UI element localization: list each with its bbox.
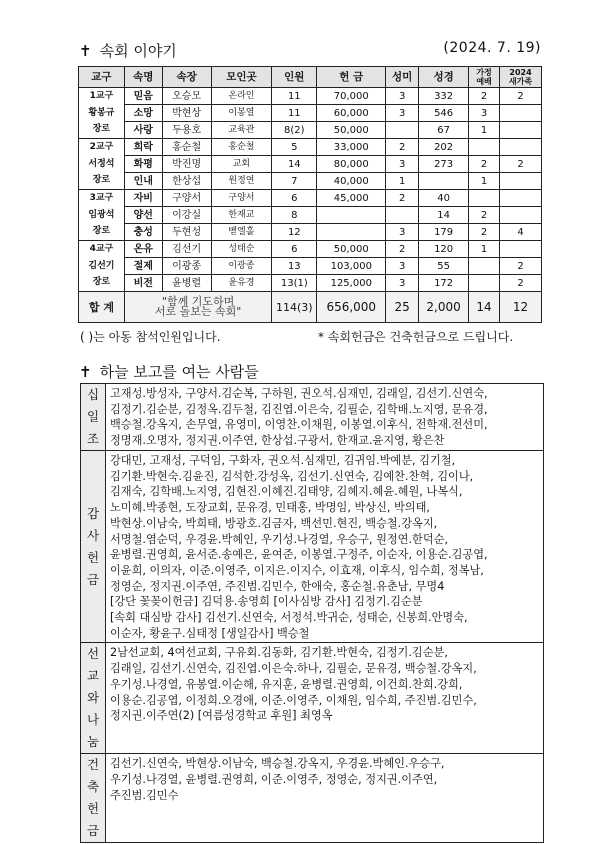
cross-icon: ✝	[79, 42, 92, 60]
worship-cell: 2	[469, 207, 500, 224]
sok-cell: 화평	[124, 156, 162, 173]
money-cell: 125,000	[317, 275, 386, 292]
place-cell: 원정연	[211, 173, 272, 190]
rice-cell: 2	[386, 190, 419, 207]
sok-cell: 절제	[124, 258, 162, 275]
offering-section	[81, 643, 544, 754]
note-offering: * 속회헌금은 건축헌금으로 드립니다.	[318, 330, 514, 344]
bible-cell: 179	[419, 224, 469, 241]
bible-cell: 172	[419, 275, 469, 292]
total-worship: 14	[469, 292, 500, 323]
name-line: 노미혜.박종현, 도장교회, 문유경, 민태홍, 박명임, 박상신, 박의태,	[110, 501, 430, 515]
leader-cell: 홍순철	[162, 139, 211, 156]
bible-cell: 40	[419, 190, 469, 207]
col-header: 인원	[272, 67, 317, 88]
name-line: 서명철.염순덕, 우경윤.박혜인, 우기성.나경열, 우승구, 원정연.한덕순,	[110, 532, 449, 546]
name-list	[106, 754, 544, 843]
issue-date: (2024. 7. 19)	[443, 40, 541, 56]
district-cell: 장로	[79, 173, 125, 190]
bible-cell: 202	[419, 139, 469, 156]
money-cell: 80,000	[317, 156, 386, 173]
name-list	[106, 643, 544, 754]
district-cell: 장로	[79, 275, 125, 292]
name-line: 이순자, 황윤구.심태정 [생일감사] 백승철	[110, 626, 310, 640]
table-row	[79, 139, 542, 156]
newfam-cell	[500, 241, 542, 258]
rice-cell: 3	[386, 224, 419, 241]
sok-cell: 희락	[124, 139, 162, 156]
leader-cell: 한상섭	[162, 173, 211, 190]
name-line: 이용순.김공엽, 이정희.오경애, 이준.이영주, 이채원, 임수희, 주진범.김민수,	[110, 693, 477, 707]
money-cell	[317, 224, 386, 241]
bible-cell: 273	[419, 156, 469, 173]
category-label: 선교 와 나눔	[81, 643, 106, 754]
name-line: 강대민, 고재성, 구덕임, 구화자, 권오석.심재민, 김귀임.박예분, 김기철,	[110, 454, 456, 467]
table-row	[79, 224, 542, 241]
district-cell: 2교구	[79, 139, 125, 156]
name-line: [속회 대심방 감사] 김선기.신연숙, 서정석.박귀순, 성태순, 신봉희.안명숙,	[110, 611, 468, 625]
name-line: 우기성.나경열, 유봉열.이순해, 유지훈, 윤병렬.권영희, 이건희.찬희.강희,	[110, 677, 463, 691]
bible-cell: 546	[419, 105, 469, 122]
people-cell: 11	[272, 88, 317, 105]
name-list	[106, 384, 544, 451]
cross-icon: ✝	[79, 363, 92, 381]
place-cell: 윤유경	[211, 275, 272, 292]
place-cell: 교육관	[211, 122, 272, 139]
table-row	[79, 173, 542, 190]
total-newfam: 12	[500, 292, 542, 323]
newfam-cell	[500, 207, 542, 224]
newfam-cell: 4	[500, 224, 542, 241]
people-cell: 11	[272, 105, 317, 122]
name-line: 정지권.이주연(2) [여름성경학교 후원] 최영옥	[110, 709, 333, 723]
newfam-cell	[500, 139, 542, 156]
sok-cell: 자비	[124, 190, 162, 207]
name-line: 주진범.김민수	[110, 788, 179, 802]
money-cell	[317, 207, 386, 224]
category-label: 건축 헌금	[81, 754, 106, 843]
bible-cell: 14	[419, 207, 469, 224]
money-cell: 33,000	[317, 139, 386, 156]
district-cell: 임광석	[79, 207, 125, 224]
sok-cell: 충성	[124, 224, 162, 241]
name-line: 윤병렬.권영희, 윤서준.송예은, 윤여준, 이봉열.구정주, 이순자, 이용순.김공엽,	[110, 548, 488, 562]
district-cell: 서정석	[79, 156, 125, 173]
newfam-cell	[500, 122, 542, 139]
people-cell: 14	[272, 156, 317, 173]
leader-cell: 이광종	[162, 258, 211, 275]
money-cell: 50,000	[317, 241, 386, 258]
newfam-cell	[500, 105, 542, 122]
rice-cell: 3	[386, 258, 419, 275]
col-header: 2024 새가족	[500, 67, 542, 88]
people-cell: 5	[272, 139, 317, 156]
people-cell: 8	[272, 207, 317, 224]
sok-cell: 양선	[124, 207, 162, 224]
table-row	[79, 241, 542, 258]
section-title: 속회 이야기	[99, 42, 177, 60]
worship-cell	[469, 275, 500, 292]
offering-section	[81, 754, 544, 843]
col-header: 가정 예배	[469, 67, 500, 88]
leader-cell: 박현상	[162, 105, 211, 122]
district-cell: 김선기	[79, 258, 125, 275]
col-header: 속장	[162, 67, 211, 88]
name-list	[106, 451, 544, 643]
people-cell: 8(2)	[272, 122, 317, 139]
table-row	[79, 258, 542, 275]
worship-cell: 1	[469, 122, 500, 139]
newfam-cell: 2	[500, 156, 542, 173]
leader-cell: 두용호	[162, 122, 211, 139]
rice-cell: 3	[386, 105, 419, 122]
money-cell: 40,000	[317, 173, 386, 190]
name-line: 우기성.나경열, 윤병렬.권영희, 이준.이영주, 정영순, 정지권.이주연,	[110, 773, 438, 787]
worship-cell: 1	[469, 173, 500, 190]
place-cell: 한재교	[211, 207, 272, 224]
district-cell: 황봉규	[79, 105, 125, 122]
section-title: 하늘 보고를 여는 사람들	[99, 363, 259, 381]
rice-cell	[386, 122, 419, 139]
worship-cell: 1	[469, 241, 500, 258]
place-cell: 홍순철	[211, 139, 272, 156]
section-header-sokhoe	[79, 40, 541, 62]
money-cell: 50,000	[317, 122, 386, 139]
place-cell: 벧엘홀	[211, 224, 272, 241]
name-line: 2남선교회, 4여선교회, 구유회.김동화, 김기환.박현숙, 김정기.김순분,	[110, 646, 448, 660]
place-cell: 교회	[211, 156, 272, 173]
name-line: 박현상.이남숙, 박희태, 방광호.김금자, 백선민.현진, 백승철.강옥지,	[110, 516, 438, 530]
name-line: 김선기.신연숙, 박현상.이남숙, 백승철.강옥지, 우경윤.박혜인.우승구,	[110, 757, 445, 771]
sok-cell: 사랑	[124, 122, 162, 139]
section-header-offering	[79, 361, 541, 383]
name-line: [강단 꽃꽂이헌금] 김덕용.송영희 [이사심방 감사] 김정기.김순분	[110, 595, 423, 609]
people-cell: 12	[272, 224, 317, 241]
name-line: 백승철.강옥지, 손무열, 유영미, 이영찬.이채원, 이봉열.이후식, 전학재.전선미,	[110, 418, 488, 432]
col-header: 성경	[419, 67, 469, 88]
leader-cell: 김선기	[162, 241, 211, 258]
name-line: 이윤희, 이의자, 이준.이영주, 이지은.이지수, 이효재, 이후식, 임수희, 정복남,	[110, 563, 484, 577]
bible-cell: 67	[419, 122, 469, 139]
newfam-cell	[500, 190, 542, 207]
motto: "함께 기도하며 서로 돌보는 속회"	[124, 292, 271, 323]
table-header-row	[79, 67, 542, 88]
bible-cell: 332	[419, 88, 469, 105]
district-cell: 4교구	[79, 241, 125, 258]
bible-cell: 120	[419, 241, 469, 258]
worship-cell: 2	[469, 156, 500, 173]
total-label: 합 계	[79, 292, 125, 323]
rice-cell: 2	[386, 139, 419, 156]
place-cell: 온라인	[211, 88, 272, 105]
worship-cell	[469, 258, 500, 275]
total-money: 656,000	[317, 292, 386, 323]
worship-cell	[469, 190, 500, 207]
newfam-cell: 2	[500, 258, 542, 275]
district-cell: 3교구	[79, 190, 125, 207]
col-header: 속명	[124, 67, 162, 88]
rice-cell: 3	[386, 88, 419, 105]
col-header: 모인곳	[211, 67, 272, 88]
sok-cell: 온유	[124, 241, 162, 258]
table-row	[79, 207, 542, 224]
place-cell: 성태순	[211, 241, 272, 258]
money-cell: 103,000	[317, 258, 386, 275]
leader-cell: 두현성	[162, 224, 211, 241]
rice-cell: 2	[386, 241, 419, 258]
offering-section	[81, 384, 544, 451]
money-cell: 60,000	[317, 105, 386, 122]
district-cell: 1교구	[79, 88, 125, 105]
people-cell: 6	[272, 190, 317, 207]
newfam-cell: 2	[500, 275, 542, 292]
rice-cell: 3	[386, 156, 419, 173]
rice-cell: 3	[386, 275, 419, 292]
bible-cell: 55	[419, 258, 469, 275]
name-line: 김정기.김순분, 김정옥.김두철, 김진엽.이은숙, 김필순, 김학배.노지영, 문유경,	[110, 402, 488, 416]
col-header: 교구	[79, 67, 125, 88]
table-row	[79, 156, 542, 173]
sokhoe-table	[78, 66, 542, 323]
sok-cell: 인내	[124, 173, 162, 190]
worship-cell: 2	[469, 224, 500, 241]
people-cell: 6	[272, 241, 317, 258]
total-bible: 2,000	[419, 292, 469, 323]
district-cell: 장로	[79, 122, 125, 139]
place-cell: 이광종	[211, 258, 272, 275]
newfam-cell: 2	[500, 88, 542, 105]
name-line: 김재숙, 김학배.노지영, 김현진.이혜진.김태양, 김혜지.혜윤.혜원, 나복식,	[110, 485, 463, 499]
place-cell: 이봉열	[211, 105, 272, 122]
table-row	[79, 190, 542, 207]
sok-cell: 비전	[124, 275, 162, 292]
district-cell: 장로	[79, 224, 125, 241]
leader-cell: 윤병렬	[162, 275, 211, 292]
offering-table	[80, 383, 544, 843]
leader-cell: 박진명	[162, 156, 211, 173]
bible-cell	[419, 173, 469, 190]
category-label: 십 일 조	[81, 384, 106, 451]
col-header: 헌 금	[317, 67, 386, 88]
newfam-cell	[500, 173, 542, 190]
place-cell: 구양서	[211, 190, 272, 207]
sok-cell: 믿음	[124, 88, 162, 105]
people-cell: 13	[272, 258, 317, 275]
table-row	[79, 88, 542, 105]
total-people: 114(3)	[272, 292, 317, 323]
leader-cell: 구양서	[162, 190, 211, 207]
name-line: 김기환.박현숙.김윤진, 김석한.강성옥, 김선기.신연숙, 김예찬.찬혁, 김이나,	[110, 469, 474, 483]
note-children: ( )는 아동 참석인원입니다.	[80, 330, 221, 344]
table-row	[79, 275, 542, 292]
category-label: 감 사 헌 금	[81, 451, 106, 643]
rice-cell	[386, 207, 419, 224]
worship-cell: 2	[469, 88, 500, 105]
people-cell: 7	[272, 173, 317, 190]
worship-cell: 3	[469, 105, 500, 122]
leader-cell: 오승모	[162, 88, 211, 105]
people-cell: 13(1)	[272, 275, 317, 292]
money-cell: 45,000	[317, 190, 386, 207]
table-row	[79, 122, 542, 139]
name-line: 정영순, 정지권.이주연, 주진범.김민수, 한애숙, 홍순철.유춘남, 무명4	[110, 579, 445, 593]
name-line: 김래일, 김선기.신연숙, 김진엽.이은숙.하나, 김필순, 문유경, 백승철.강옥지,	[110, 662, 477, 676]
worship-cell	[469, 139, 500, 156]
total-rice: 25	[386, 292, 419, 323]
table-row	[79, 105, 542, 122]
sok-cell: 소망	[124, 105, 162, 122]
money-cell: 70,000	[317, 88, 386, 105]
name-line: 정명재.오명자, 정지권.이주연, 한상섭.구광서, 한재교.윤지영, 황은찬	[110, 434, 445, 448]
offering-section	[81, 451, 544, 643]
leader-cell: 이강실	[162, 207, 211, 224]
rice-cell: 1	[386, 173, 419, 190]
total-row	[79, 292, 542, 323]
name-line: 고재성.방성자, 구양서.김순복, 구하원, 권오석.심재민, 김래일, 김선기.신연숙,	[110, 387, 488, 400]
col-header: 성미	[386, 67, 419, 88]
